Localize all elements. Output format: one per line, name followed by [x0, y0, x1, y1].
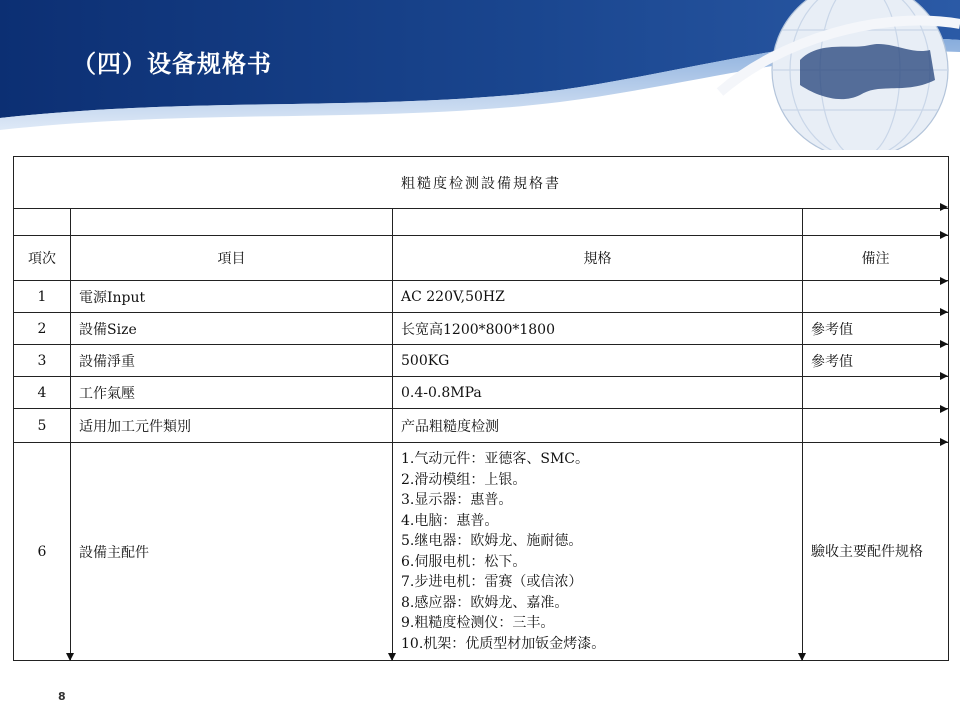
row-spec: 产品粗糙度检测 [393, 409, 803, 443]
row-item: 設備主配件 [71, 443, 393, 661]
row-index: 4 [14, 377, 71, 409]
page-number: 8 [58, 690, 66, 703]
header-row [14, 236, 949, 281]
table-row [14, 313, 949, 345]
spacer-row [14, 209, 949, 236]
row-item: 工作氣壓 [71, 377, 393, 409]
row-spec: 0.4-0.8MPa [393, 377, 803, 409]
row-item: 電源Input [71, 281, 393, 313]
list-item: 3.显示器：惠普。 [401, 492, 513, 508]
header-remark: 備注 [803, 236, 949, 281]
row-remark [803, 377, 949, 409]
row-index: 1 [14, 281, 71, 313]
list-item: 5.继电器：欧姆龙、施耐德。 [401, 533, 583, 549]
spec-table [13, 156, 949, 661]
table-row-main-parts [14, 443, 949, 661]
list-item: 4.电脑：惠普。 [401, 512, 499, 529]
table-row [14, 409, 949, 443]
row-index: 6 [14, 443, 71, 661]
row-remark: 參考值 [803, 313, 949, 345]
list-item: 10.机架：优质型材加钣金烤漆。 [401, 635, 606, 652]
row-spec: 长宽高1200*800*1800 [393, 313, 803, 345]
row-remark [803, 281, 949, 313]
header-item: 項目 [71, 236, 393, 281]
row-remark: 驗收主要配件规格 [803, 443, 949, 661]
row-spec: AC 220V,50HZ [393, 281, 803, 313]
row-index: 3 [14, 345, 71, 377]
list-item: 9.粗糙度检测仪：三丰。 [401, 615, 555, 631]
row-spec: 500KG [393, 345, 803, 377]
list-item: 6.伺服电机：松下。 [401, 553, 527, 570]
list-item: 7.步进电机：雷赛（或信浓） [401, 574, 583, 590]
row-index: 2 [14, 313, 71, 345]
main-parts-list [393, 443, 803, 661]
row-item: 适用加工元件類別 [71, 409, 393, 443]
list-item: 2.滑动模组：上银。 [401, 471, 527, 488]
table-caption: 粗糙度检测設備規格書 [14, 157, 949, 209]
header-spec: 規格 [393, 236, 803, 281]
header-index: 項次 [14, 236, 71, 281]
row-remark: 參考值 [803, 345, 949, 377]
row-index: 5 [14, 409, 71, 443]
slide-title: （四）设备规格书 [72, 50, 272, 78]
row-remark [803, 409, 949, 443]
table-row [14, 345, 949, 377]
list-item: 1.气动元件：亚德客、SMC。 [401, 451, 589, 467]
list-item: 8.感应器：欧姆龙、嘉准。 [401, 594, 569, 611]
row-item: 設備淨重 [71, 345, 393, 377]
row-item: 設備Size [71, 313, 393, 345]
table-row [14, 377, 949, 409]
table-row [14, 281, 949, 313]
